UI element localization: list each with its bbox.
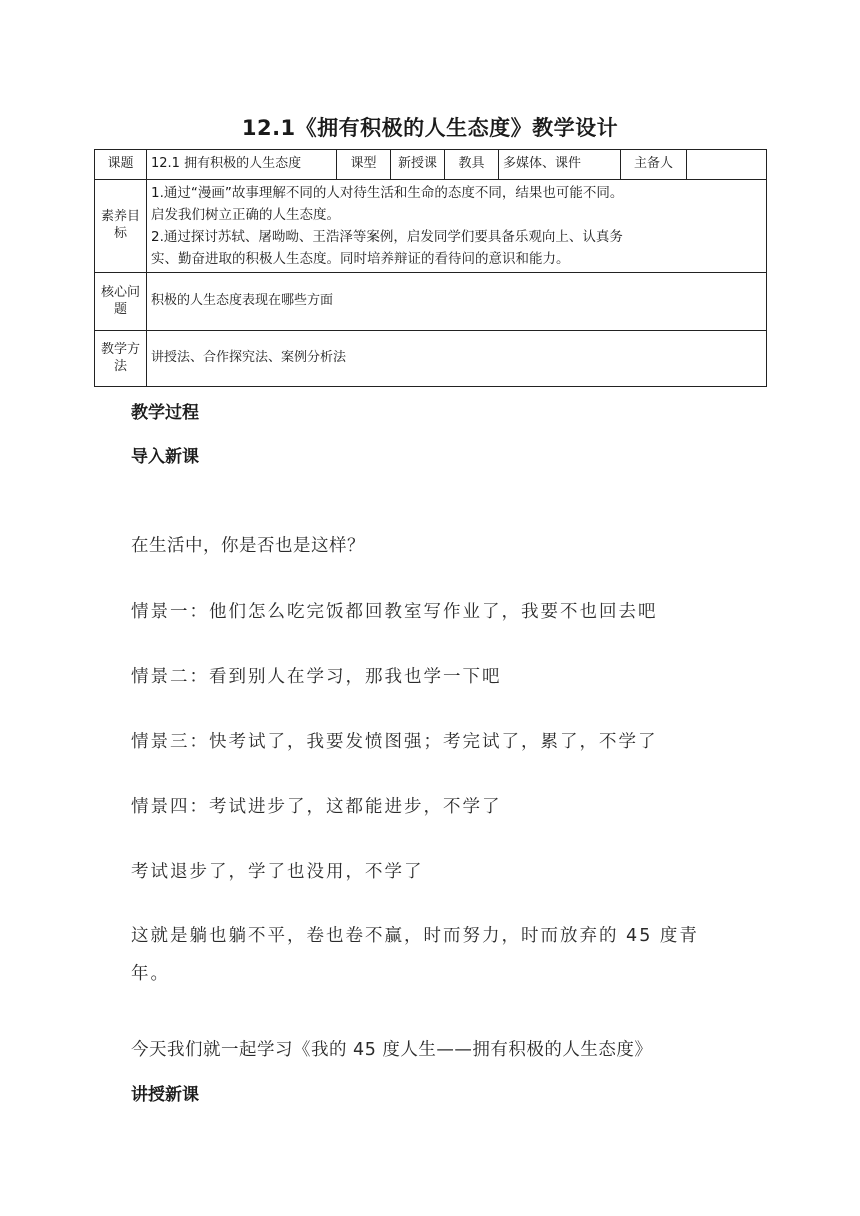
goal-line: 1.通过“漫画”故事理解不同的人对待生活和生命的态度不同，结果也可能不同。 [151, 185, 624, 201]
method-label: 教学方法 [95, 331, 147, 387]
summary-text: 这就是躺也躺不平，卷也卷不赢，时而努力，时而放弃的 45 度青年。 [131, 926, 699, 984]
lesson-info-table [94, 149, 767, 387]
goal-line: 启发我们树立正确的人生态度。 [151, 207, 340, 223]
core-question-label: 核心问题 [95, 273, 147, 331]
table-row [95, 150, 767, 180]
goal-line: 2.通过探讨苏轼、屠呦呦、王浩泽等案例，启发同学们要具备乐观向上、认真务 [151, 229, 623, 245]
type-label: 课型 [337, 150, 391, 180]
scene-4-continued: 考试退步了，学了也没用，不学了 [131, 862, 424, 882]
document-title: 12.1《拥有积极的人生态度》教学设计 [241, 116, 619, 140]
today-text: 今天我们就一起学习《我的 45 度人生——拥有积极的人生态度》 [131, 1040, 653, 1060]
topic-label: 课题 [95, 150, 147, 180]
type-value: 新授课 [391, 150, 445, 180]
preparer-label: 主备人 [621, 150, 687, 180]
tools-value: 多媒体、课件 [499, 150, 621, 180]
scene-4: 情景四：考试进步了，这都能进步，不学了 [131, 797, 502, 817]
table-row [95, 180, 767, 273]
tools-label: 教具 [445, 150, 499, 180]
process-heading: 教学过程 [131, 403, 199, 423]
table-row [95, 273, 767, 331]
scene-1: 情景一：他们怎么吃完饭都回教室写作业了，我要不也回去吧 [131, 602, 658, 622]
core-question-value: 积极的人生态度表现在哪些方面 [147, 273, 767, 331]
scene-2: 情景二：看到别人在学习，那我也学一下吧 [131, 667, 502, 687]
goal-line: 实、勤奋进取的积极人生态度。同时培养辩证的看待问的意识和能力。 [151, 251, 570, 267]
scene-3: 情景三：快考试了，我要发愤图强；考完试了，累了，不学了 [131, 732, 658, 752]
intro-heading: 导入新课 [131, 447, 199, 467]
goal-label: 素养目标 [95, 180, 147, 273]
teach-heading: 讲授新课 [131, 1085, 199, 1105]
table-row [95, 331, 767, 387]
preparer-value [687, 150, 767, 180]
method-value: 讲授法、合作探究法、案例分析法 [147, 331, 767, 387]
topic-value: 12.1 拥有积极的人生态度 [147, 150, 337, 180]
question-text: 在生活中，你是否也是这样？ [131, 536, 365, 556]
goal-content [147, 180, 767, 273]
